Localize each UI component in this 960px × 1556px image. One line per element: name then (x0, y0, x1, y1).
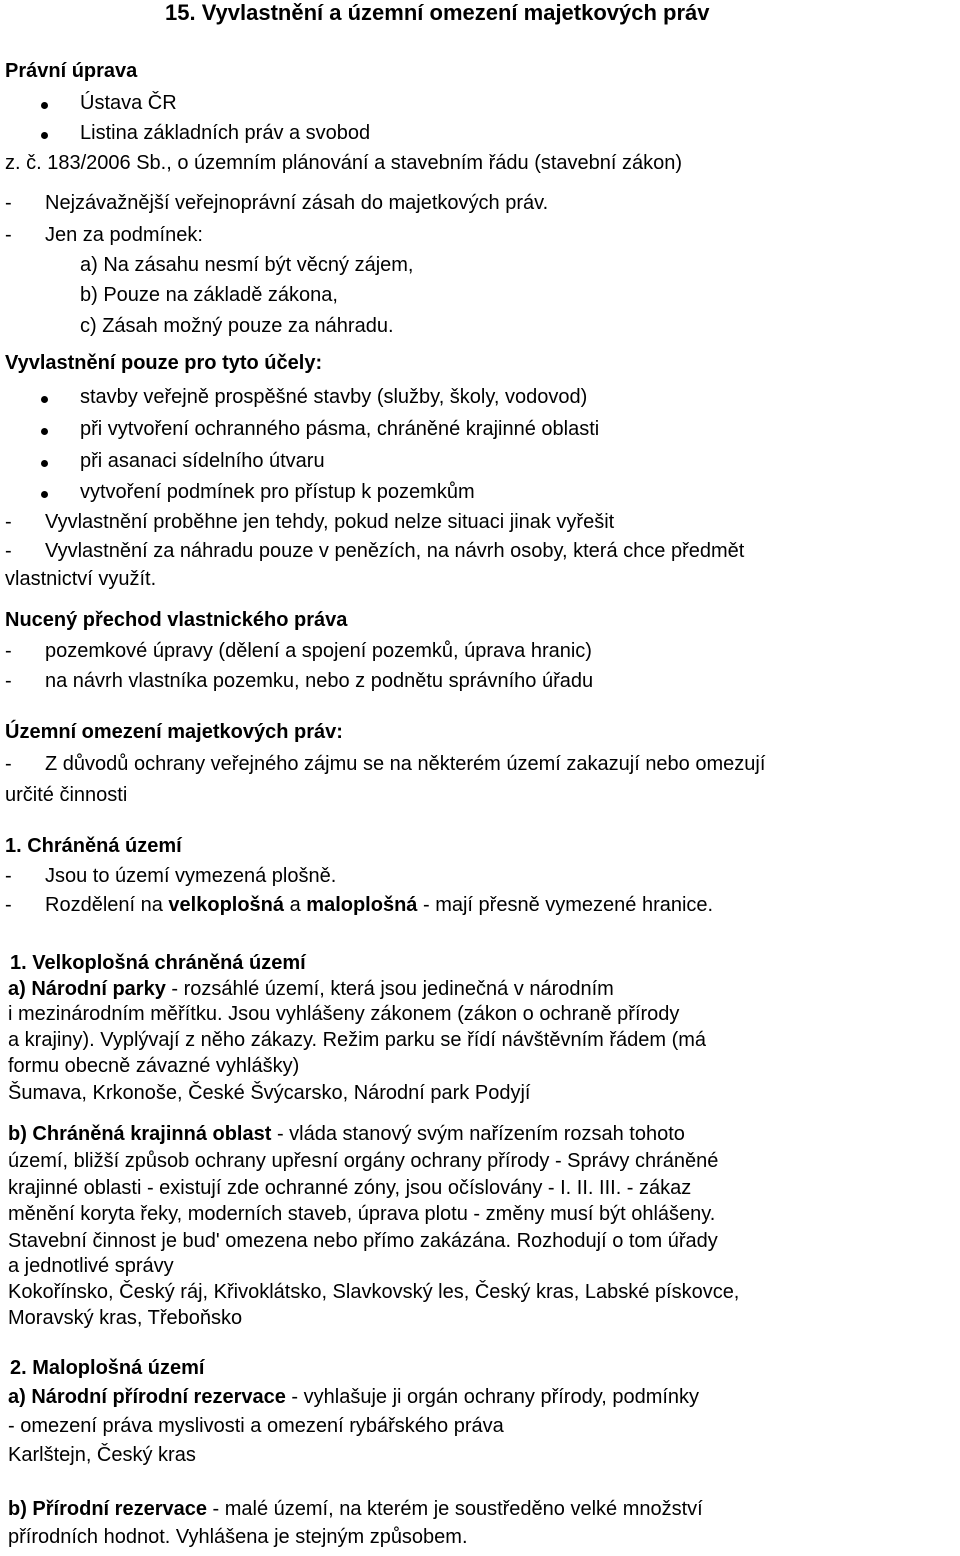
bullet-text: při vytvoření ochranného pásma, chráněné krajinné oblasti (80, 418, 600, 440)
emphasis-text: velkoplošná (168, 894, 285, 916)
dash-text: na návrh vlastníka pozemku, nebo z podnětu správního úřadu (45, 670, 594, 692)
legal-heading: Právní úprava (5, 60, 138, 82)
pr-label: b) Přírodní rezervace (8, 1498, 207, 1520)
npr-label: a) Národní přírodní rezervace (8, 1386, 286, 1408)
bullet-text: při asanaci sídelního útvaru (80, 450, 325, 472)
bullet-icon (41, 102, 48, 109)
law-reference: z. č. 183/2006 Sb., o územním plánování a stavebním řádu (stavební zákon) (5, 152, 683, 174)
dash-item (5, 668, 593, 694)
dash-item (5, 509, 614, 535)
protected-heading: 1. Chráněná území (5, 835, 182, 857)
dash-mark: - (5, 670, 12, 692)
paragraph-line: Moravský kras, Třeboňsko (8, 1307, 243, 1329)
dash-item (5, 863, 336, 889)
dash-text: Vyvlastnění za náhradu pouze v penězích, na návrh osoby, která chce předmět (45, 540, 745, 562)
bullet-text: Listina základních práv a svobod (80, 122, 371, 144)
dash-item (5, 892, 713, 918)
paragraph-line: i mezinárodním měřítku. Jsou vyhlášeny zákonem (zákon o ochraně přírody (8, 1003, 680, 1025)
dash-text: Jsou to území vymezená plošně. (45, 865, 337, 887)
dash-text: - mají přesně vymezené hranice. (417, 894, 714, 916)
paragraph-text: - rozsáhlé území, která jsou jedinečná v národním (165, 978, 614, 1000)
dash-mark: - (5, 894, 12, 916)
bullet-icon (41, 491, 48, 498)
bullet-item (0, 448, 325, 474)
bullet-text: vytvoření podmínek pro přístup k pozemkům (80, 481, 475, 503)
dash-text: pozemkové úpravy (dělení a spojení pozemků, úprava hranic) (45, 640, 592, 662)
dash-continuation: vlastnictví využít. (5, 568, 157, 590)
bullet-item (0, 90, 177, 116)
dash-text: Nejzávažnější veřejnoprávní zásah do majetkových práv. (45, 192, 549, 214)
np-paragraph-line (8, 976, 614, 1002)
purposes-heading: Vyvlastnění pouze pro tyto účely: (5, 352, 323, 374)
dash-text: a (284, 894, 307, 916)
bullet-item (0, 384, 587, 410)
dash-mark: - (5, 540, 12, 562)
dash-continuation: určité činnosti (5, 784, 128, 806)
paragraph-line: Stavební činnost je bud' omezena nebo přímo zakázána. Rozhodují o tom úřady (8, 1230, 718, 1252)
bullet-text: stavby veřejně prospěšné stavby (služby, školy, vodovod) (80, 386, 588, 408)
dash-item (5, 222, 203, 248)
paragraph-line: přírodních hodnot. Vyhlášena je stejným způsobem. (8, 1526, 468, 1548)
bullet-item (0, 120, 370, 146)
bullet-item (0, 416, 599, 442)
bullet-icon (41, 396, 48, 403)
dash-mark: - (5, 640, 12, 662)
dash-item (5, 538, 744, 564)
dash-mark: - (5, 865, 12, 887)
emphasis-text: maloplošná (306, 894, 418, 916)
paragraph-line: - omezení práva myslivosti a omezení rybářského práva (8, 1415, 504, 1437)
condition-item: c) Zásah možný pouze za náhradu. (80, 315, 394, 337)
dash-text: Jen za podmínek: (45, 224, 203, 246)
bullet-icon (41, 132, 48, 139)
paragraph-text: - vyhlašuje ji orgán ochrany přírody, podmínky (285, 1386, 700, 1408)
dash-text: Z důvodů ochrany veřejného zájmu se na některém území zakazují nebo omezují (45, 753, 766, 775)
paragraph-line: Karlštejn, Český kras (8, 1444, 196, 1466)
dash-item (5, 751, 765, 777)
paragraph-line: měnění koryta řeky, moderních staveb, úprava plotu - změny musí být ohlášeny. (8, 1203, 716, 1225)
paragraph-line: území, bližší způsob ochrany upřesní orgány ochrany přírody - Správy chráněné (8, 1150, 719, 1172)
condition-item: a) Na zásahu nesmí být věcný zájem, (80, 254, 414, 276)
chko-paragraph-line (8, 1121, 685, 1147)
bullet-icon (41, 428, 48, 435)
paragraph-text: - vláda stanový svým nařízením rozsah tohoto (271, 1123, 685, 1145)
forced-heading: Nucený přechod vlastnického práva (5, 609, 348, 631)
paragraph-line: Šumava, Krkonoše, České Švýcarsko, Národní park Podyjí (8, 1082, 531, 1104)
bullet-icon (41, 460, 48, 467)
paragraph-line: a krajiny). Vyplývají z něho zákazy. Režim parku se řídí návštěvním řádem (má (8, 1029, 707, 1051)
dash-mark: - (5, 224, 12, 246)
npr-paragraph-line (8, 1384, 699, 1410)
page-title: 15. Vyvlastnění a územní omezení majetkových práv (165, 0, 710, 25)
np-label: a) Národní parky (8, 978, 166, 1000)
paragraph-line: formu obecně závazné vyhlášky) (8, 1055, 300, 1077)
dash-mark: - (5, 192, 12, 214)
small-heading: 2. Maloplošná území (10, 1357, 205, 1379)
large-heading: 1. Velkoplošná chráněná území (10, 952, 306, 974)
dash-mark: - (5, 511, 12, 533)
dash-text: Vyvlastnění proběhne jen tehdy, pokud nelze situaci jinak vyřešit (45, 511, 615, 533)
bullet-item (0, 479, 475, 505)
pr-paragraph-line (8, 1496, 703, 1522)
dash-mark: - (5, 753, 12, 775)
paragraph-line: krajinné oblasti - existují zde ochranné zóny, jsou očíslovány - I. II. III. - zákaz (8, 1177, 692, 1199)
paragraph-line: a jednotlivé správy (8, 1255, 174, 1277)
dash-item (5, 190, 548, 216)
territorial-heading: Územní omezení majetkových práv: (5, 721, 343, 743)
dash-text: Rozdělení na (45, 894, 169, 916)
dash-item (5, 638, 592, 664)
chko-label: b) Chráněná krajinná oblast (8, 1123, 272, 1145)
bullet-text: Ústava ČR (80, 92, 177, 114)
paragraph-line: Kokořínsko, Český ráj, Křivoklátsko, Slavkovský les, Český kras, Labské pískovce, (8, 1281, 740, 1303)
condition-item: b) Pouze na základě zákona, (80, 284, 338, 306)
paragraph-text: - malé území, na kterém je soustředěno velké množství (206, 1498, 703, 1520)
